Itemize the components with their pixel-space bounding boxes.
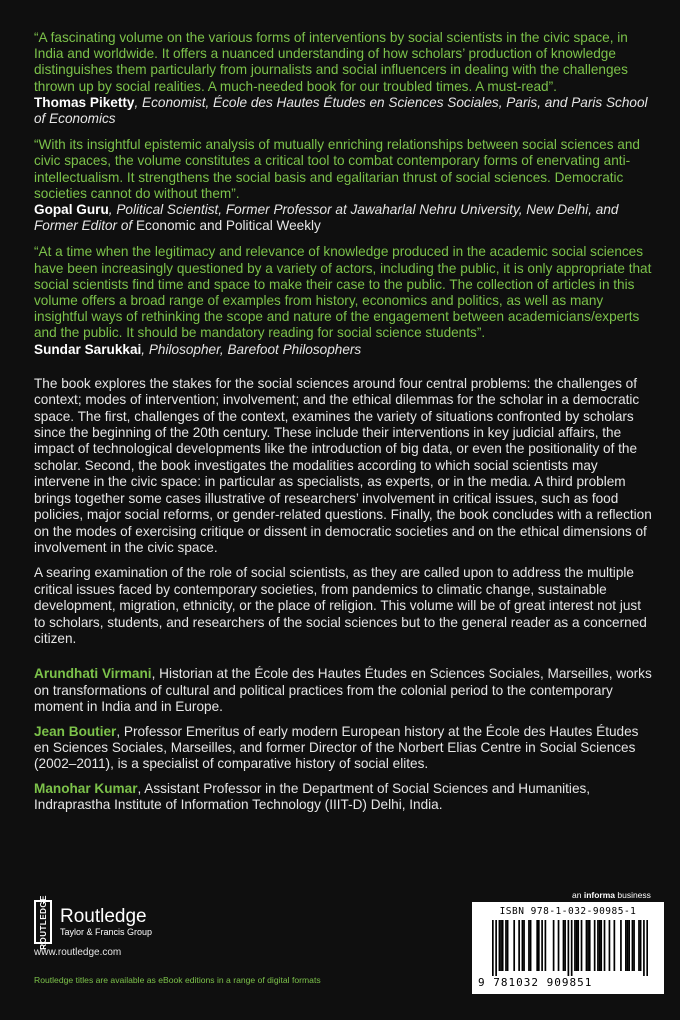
barcode-bar (500, 920, 502, 971)
barcode-bar (568, 920, 570, 976)
barcode-bar (586, 920, 588, 971)
author-bio (34, 666, 654, 715)
barcode-digits: 9 781032 909851 (478, 976, 593, 989)
endorser-name: Thomas Piketty (34, 94, 135, 110)
endorsement-2 (34, 137, 654, 234)
ebook-note: Routledge titles are available as eBook editions in a range of digital formats (34, 975, 321, 985)
barcode-bar (513, 920, 515, 971)
back-cover-text (34, 30, 654, 822)
barcode-bar (523, 920, 525, 971)
publisher-logo (34, 894, 153, 950)
endorsement-attribution (34, 95, 654, 127)
endorsement-quote: “With its insightful epistemic analysis of mutually enriching relationships between social sciences and civic spaces, the volume constitutes a critical tool to combat contemporary forms of enervating anti-intellectualism. It strengthens the social basis and egalitarian thrust of social sciences. Democratic societies cannot do without them”. (34, 137, 640, 201)
endorsement-3 (34, 244, 654, 357)
author-name: Jean Boutier (34, 723, 117, 739)
barcode-bar (564, 920, 566, 971)
barcode-bar (518, 920, 520, 971)
barcode-bar (576, 920, 578, 971)
barcode-bar (558, 920, 560, 971)
barcode-bar (638, 920, 640, 971)
barcode-bar (536, 920, 538, 971)
barcode-bar (609, 920, 611, 971)
barcode-bar (577, 920, 579, 971)
barcode-bar (589, 920, 591, 971)
informa-tagline: an informa business (572, 890, 651, 900)
publisher-url: www.routledge.com (34, 947, 122, 958)
publisher-group: Taylor & Francis Group (60, 927, 153, 937)
isbn-label: ISBN 978-1-032-90985-1 (499, 906, 637, 917)
author-bio-text: , Historian at the École des Hautes Études en Sciences Sociales, Marseilles, works on transformations of cultural and political practices from the colonial period to the contemporary moment in India and in Europe. (34, 666, 652, 715)
barcode-bar (587, 920, 589, 971)
barcode-bar (492, 920, 494, 976)
barcode-bar (594, 920, 596, 971)
barcode-bar (581, 920, 583, 971)
barcode-bar (571, 920, 573, 976)
endorser-name: Sundar Sarukkai (34, 341, 142, 357)
barcode-bar (632, 920, 634, 971)
barcode-bar (600, 920, 602, 971)
author-bio (34, 724, 654, 773)
barcode-bar (553, 920, 555, 971)
endorsement-quote: “At a time when the legitimacy and relevance of knowledge produced in the academic social sciences have been increasingly questioned by a variety of actors, including the public, it is only appropriate that social scientists find time and space to make their case to the public. The collection of articles in this volume offers a broad range of examples from history, economics and politics, as well as many insightful ways of rethinking the scope and nature of the engagement between academicians/experts and the public. It should be mandatory reading for social science students”. (34, 244, 652, 341)
barcode-bar (597, 920, 599, 971)
barcode-bar (538, 920, 540, 971)
endorser-role: , Economist, École des Hautes Études en Sciences Sociales, Paris, and Paris School of Economics (34, 94, 648, 127)
endorser-role-journal: Economic and Political Weekly (135, 218, 321, 234)
barcode-bar (628, 920, 630, 971)
endorser-name: Gopal Guru (34, 202, 109, 218)
author-name: Arundhati Virmani (34, 666, 152, 682)
barcode-bar (627, 920, 629, 971)
barcode-bar (502, 920, 504, 971)
author-bio-text: , Professor Emeritus of early modern European history at the École des Hautes Études en Sciences Sociales, Marseilles, and former Director of the Norbert Elias Centre in Social Sciences (2002–2011), is a specialist of comparative history of social elites. (34, 723, 639, 772)
barcode-bar (522, 920, 524, 971)
barcode-bar (530, 920, 532, 971)
endorsement-1 (34, 30, 654, 127)
barcode-bar (625, 920, 627, 971)
barcode-bar (643, 920, 645, 976)
barcode-bar (499, 920, 501, 971)
barcode-bar (604, 920, 606, 971)
endorsement-attribution (34, 342, 654, 358)
barcode-bar (574, 920, 576, 971)
barcode-bar (599, 920, 601, 971)
barcode-bar (563, 920, 565, 971)
endorsement-quote: “A fascinating volume on the various forms of interventions by social scientists in the civic space, in India and worldwide. It offers a nuanced understanding of how scholars’ production of knowledge distinguishes them particularly from journalists and social influencers in dealing with the challenges thrown up by social realities. A much-needed book for our troubled times. A must-read”. (34, 30, 628, 94)
description-paragraph: A searing examination of the role of social scientists, as they are called upon to address the multiple critical issues faced by contemporary societies, from pandemics to climatic change, sustainable development, migration, ethnicity, or the place of religion. This volume will be of great interest not just to scholars, students, and researchers of the social sciences but to the general reader as a concerned citizen. (34, 565, 647, 646)
barcode-bar (614, 920, 616, 971)
barcode-bar (495, 920, 497, 976)
barcode-bars-icon (492, 920, 648, 976)
publisher-wordmark (60, 907, 152, 937)
publisher-name: Routledge (60, 906, 147, 927)
barcode-bar (633, 920, 635, 971)
barcode-bar (541, 920, 543, 971)
routledge-mark-icon: ROUTLEDGE (34, 900, 52, 944)
barcode-bar (620, 920, 622, 971)
endorser-role: , Political Scientist, Former Professor at Jawaharlal Nehru University, New Delhi, and Former Editor of (34, 202, 619, 234)
isbn-barcode (472, 902, 664, 994)
description-paragraph: The book explores the stakes for the social sciences around four central problems: the challenges of context; modes of intervention; involvement; and the ethical dilemmas for the scholar in a democratic space. The first, challenges of the context, examines the variety of situations confronted by scholars since the beginning of the 20th century. These include their interventions in key judicial affairs, the impact of technological developments like the introduction of big data, or even the positionality of the scholar. Second, the book investigates the modalities according to which social scientists may intervene in the civic space: in particular as specialists, as experts, or in the media. A third problem brings together some cases illustrative of researchers’ involvement in critical issues, such as food policies, major social reforms, or gender-related questions. Finally, the book concludes with a reflection on the modes of exercising critique or dissent in democratic societies and on the ethical dimensions of involvement in the civic space. (34, 375, 652, 555)
barcode-bar (507, 920, 509, 971)
author-bio-text: , Assistant Professor in the Department of Social Sciences and Humanities, Indraprastha Institute of Information Technology (IIIT-D) Delhi, India. (34, 780, 591, 813)
author-name: Manohar Kumar (34, 780, 138, 796)
barcode-bar (646, 920, 648, 976)
barcode-bar (505, 920, 507, 971)
barcode-bar (528, 920, 530, 971)
author-bio (34, 781, 654, 814)
barcode-bar (545, 920, 547, 971)
endorsement-attribution (34, 202, 654, 234)
endorser-role: , Philosopher, Barefoot Philosophers (141, 341, 362, 357)
barcode-bar (640, 920, 642, 971)
